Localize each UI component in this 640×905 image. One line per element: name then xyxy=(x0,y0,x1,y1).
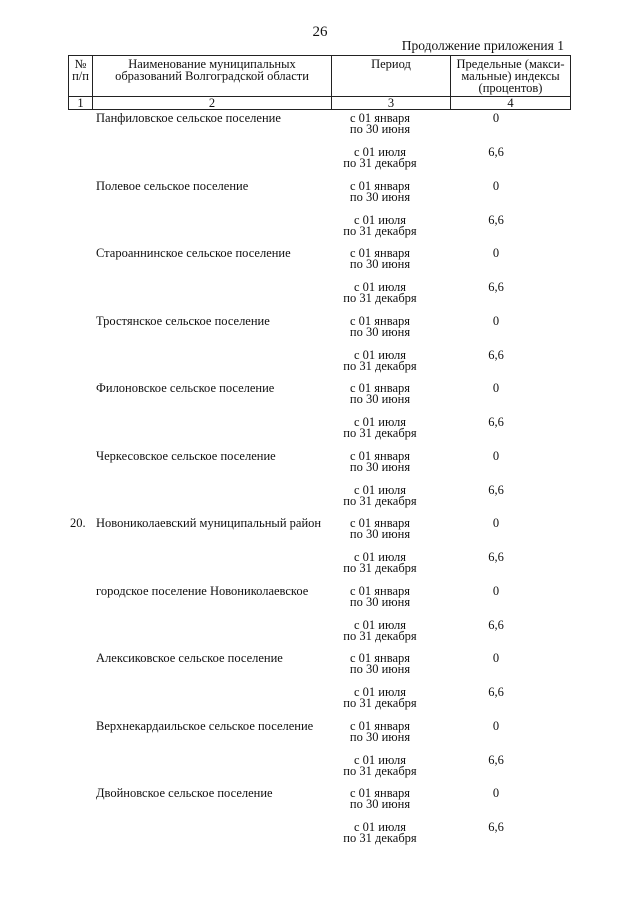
period-start: с 01 июля xyxy=(353,752,406,767)
period-start: с 01 июля xyxy=(353,685,406,699)
period-start: с 01 июля xyxy=(353,617,406,632)
period-second-half xyxy=(330,752,430,778)
period-first-half xyxy=(330,788,430,810)
period-start: с 01 января xyxy=(349,313,411,328)
col-number-3: 3 xyxy=(332,97,451,110)
index-value: 0 xyxy=(492,583,500,598)
period-start: с 01 января xyxy=(349,246,411,260)
period-end: по 31 декабря xyxy=(343,561,417,575)
header-name: Наименование муниципальных образований Волгоградской области xyxy=(93,56,332,97)
index-value: 6,6 xyxy=(488,685,504,699)
index-value: 6,6 xyxy=(488,212,504,227)
municipality-name: Алексиковское сельское поселение xyxy=(96,651,283,665)
period-first-half xyxy=(330,313,430,339)
index-value: 6,6 xyxy=(488,617,504,632)
row-number: 20. xyxy=(70,516,86,530)
period-end: по 30 июня xyxy=(349,459,411,474)
period-second-half xyxy=(330,822,430,844)
period-start: с 01 июля xyxy=(353,280,406,294)
period-first-half xyxy=(330,383,430,405)
period-start: с 01 января xyxy=(349,178,411,193)
period-end: по 30 июня xyxy=(349,122,411,136)
col-number-1: 1 xyxy=(69,97,93,110)
municipality-name: Тростянское сельское поселение xyxy=(96,313,270,328)
period-start: с 01 января xyxy=(349,516,411,530)
period-start: с 01 июля xyxy=(353,212,406,227)
period-end: по 31 декабря xyxy=(343,358,417,373)
index-value: 6,6 xyxy=(488,280,504,294)
period-end: по 30 июня xyxy=(349,729,411,744)
index-value: 0 xyxy=(492,246,500,260)
period-second-half xyxy=(330,617,430,643)
period-second-half xyxy=(330,212,430,238)
index-value: 0 xyxy=(492,651,500,665)
header-number: № п/п xyxy=(69,56,93,97)
period-start: с 01 июля xyxy=(353,820,406,834)
period-start: с 01 января xyxy=(349,381,411,395)
municipality-name: Филоновское сельское поселение xyxy=(96,381,275,395)
period-second-half xyxy=(330,482,430,508)
period-end: по 31 декабря xyxy=(343,156,417,170)
period-end: по 31 декабря xyxy=(343,831,417,845)
period-start: с 01 июля xyxy=(353,482,406,497)
period-end: по 30 июня xyxy=(349,392,411,406)
index-value: 0 xyxy=(492,313,500,328)
index-value: 0 xyxy=(492,111,500,125)
period-end: по 30 июня xyxy=(349,527,411,541)
municipality-name: Двойновское сельское поселение xyxy=(96,786,273,800)
municipality-name: Верхнекардаильское сельское поселение xyxy=(96,718,314,733)
period-first-half xyxy=(330,178,430,204)
period-start: с 01 июля xyxy=(353,145,406,159)
index-value: 6,6 xyxy=(488,550,504,564)
period-end: по 30 июня xyxy=(349,594,411,609)
period-second-half xyxy=(330,147,430,169)
index-value: 6,6 xyxy=(488,347,504,362)
municipality-name: Староаннинское сельское поселение xyxy=(96,246,291,260)
period-end: по 31 декабря xyxy=(343,493,417,508)
header-index: Предельные (макси- мальные) индексы (процентов) xyxy=(451,56,571,97)
period-second-half xyxy=(330,687,430,709)
index-value: 6,6 xyxy=(488,415,504,429)
index-value: 6,6 xyxy=(488,482,504,497)
index-value: 0 xyxy=(492,448,500,463)
municipality-name: городское поселение Новониколаевское xyxy=(96,583,309,598)
period-start: с 01 июля xyxy=(353,415,406,429)
index-value: 0 xyxy=(492,178,500,193)
municipality-name: Полевое сельское поселение xyxy=(96,178,249,193)
period-second-half xyxy=(330,282,430,304)
period-first-half xyxy=(330,718,430,744)
index-value: 0 xyxy=(492,516,500,530)
page-number: 26 xyxy=(312,24,328,40)
index-value: 6,6 xyxy=(488,820,504,834)
period-first-half xyxy=(330,583,430,609)
period-second-half xyxy=(330,552,430,574)
period-end: по 30 июня xyxy=(349,797,411,811)
period-start: с 01 января xyxy=(349,786,411,800)
period-end: по 31 декабря xyxy=(343,696,417,710)
period-end: по 30 июня xyxy=(349,257,411,271)
period-start: с 01 января xyxy=(349,718,411,733)
col-number-4: 4 xyxy=(451,97,571,110)
period-end: по 31 декабря xyxy=(343,223,417,238)
index-value: 6,6 xyxy=(488,752,504,767)
index-value: 6,6 xyxy=(488,145,504,159)
index-value: 0 xyxy=(492,381,500,395)
period-second-half xyxy=(330,347,430,373)
period-start: с 01 января xyxy=(349,448,411,463)
header-period: Период xyxy=(332,56,451,97)
period-first-half xyxy=(330,113,430,135)
index-value: 0 xyxy=(492,786,500,800)
period-first-half xyxy=(330,248,430,270)
index-value: 0 xyxy=(492,718,500,733)
period-first-half xyxy=(330,653,430,675)
period-start: с 01 июля xyxy=(353,550,406,564)
period-end: по 30 июня xyxy=(349,324,411,339)
municipality-name: Панфиловское сельское поселение xyxy=(96,111,281,125)
period-end: по 30 июня xyxy=(349,189,411,204)
period-end: по 31 декабря xyxy=(343,628,417,643)
period-end: по 31 декабря xyxy=(343,763,417,778)
municipality-name: Черкесовское сельское поселение xyxy=(96,448,276,463)
period-end: по 31 декабря xyxy=(343,426,417,440)
period-start: с 01 января xyxy=(349,583,411,598)
period-start: с 01 января xyxy=(349,651,411,665)
col-number-2: 2 xyxy=(93,97,332,110)
period-end: по 30 июня xyxy=(349,662,411,676)
period-first-half xyxy=(330,448,430,474)
table-header xyxy=(68,55,571,110)
period-first-half xyxy=(330,518,430,540)
period-start: с 01 января xyxy=(349,111,411,125)
municipality-name: Новониколаевский муниципальный район xyxy=(96,516,322,530)
period-end: по 31 декабря xyxy=(343,291,417,305)
period-start: с 01 июля xyxy=(353,347,406,362)
period-second-half xyxy=(330,417,430,439)
continuation-note: Продолжение приложения 1 xyxy=(401,38,564,53)
